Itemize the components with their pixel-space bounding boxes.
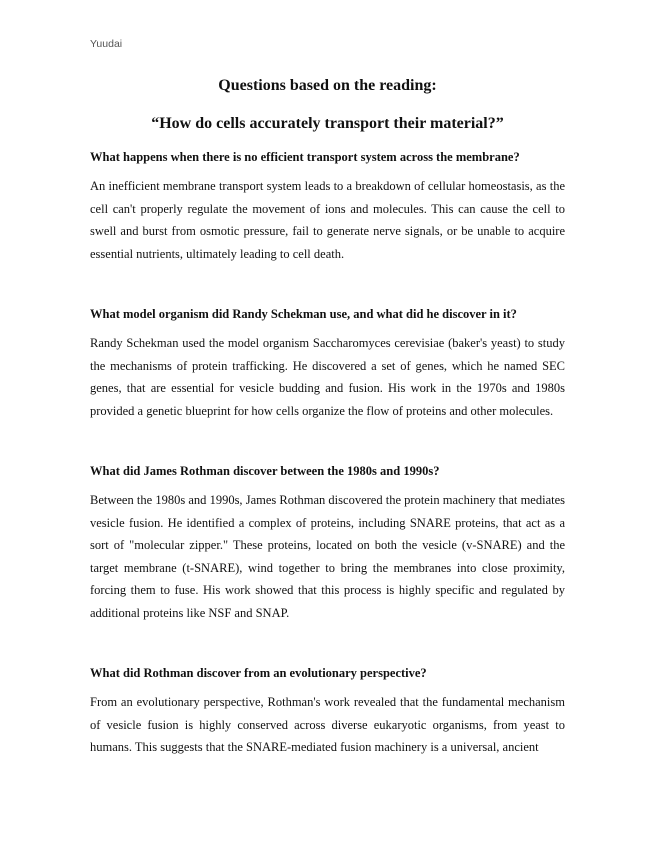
answer-paragraph: Randy Schekman used the model organism Saccharomyces cerevisiae (baker's yeast) to study the mechanisms of protein trafficking. He discovered a set of genes, which he named SEC genes, that are essential for vesicle budding and fusion. His work in the 1970s and 1980s provided a genetic blueprint for how cells organize the flow of proteins and other molecules. xyxy=(90,336,565,418)
qa-section-2 xyxy=(90,305,565,422)
header-author-name: Yuudai xyxy=(90,38,123,50)
qa-section-4 xyxy=(90,664,565,759)
document-page xyxy=(90,74,565,759)
question-heading: What happens when there is no efficient transport system across the membrane? xyxy=(90,150,520,164)
qa-section-3 xyxy=(90,462,565,624)
answer-paragraph: Between the 1980s and 1990s, James Rothman discovered the protein machinery that mediates vesicle fusion. He identified a complex of proteins, including SNARE proteins, that act as a sort of "molecular zipper." These proteins, located on both the vesicle (v-SNARE) and the target membrane (t-SNARE), wind together to bring the membranes into close proximity, forcing them to fuse. His work showed that this process is highly specific and regulated by additional proteins like NSF and SNAP. xyxy=(90,493,565,620)
answer-paragraph: An inefficient membrane transport system leads to a breakdown of cellular homeostasis, as the cell can't properly regulate the movement of ions and molecules. This can cause the cell to swell and burst from osmotic pressure, fail to generate nerve signals, or be unable to acquire essential nutrients, ultimately leading to cell death. xyxy=(90,179,565,261)
document-subtitle: “How do cells accurately transport their material?” xyxy=(151,115,504,132)
document-title: Questions based on the reading: xyxy=(218,77,437,94)
answer-paragraph: From an evolutionary perspective, Rothman's work revealed that the fundamental mechanism of vesicle fusion is highly conserved across diverse eukaryotic organisms, from yeast to humans. This suggests that the SNARE-mediated fusion machinery is a universal, ancient xyxy=(90,695,565,754)
qa-section-1 xyxy=(90,148,565,265)
question-heading: What did James Rothman discover between the 1980s and 1990s? xyxy=(90,464,440,478)
question-heading: What model organism did Randy Schekman use, and what did he discover in it? xyxy=(90,307,517,321)
question-heading: What did Rothman discover from an evolutionary perspective? xyxy=(90,666,427,680)
